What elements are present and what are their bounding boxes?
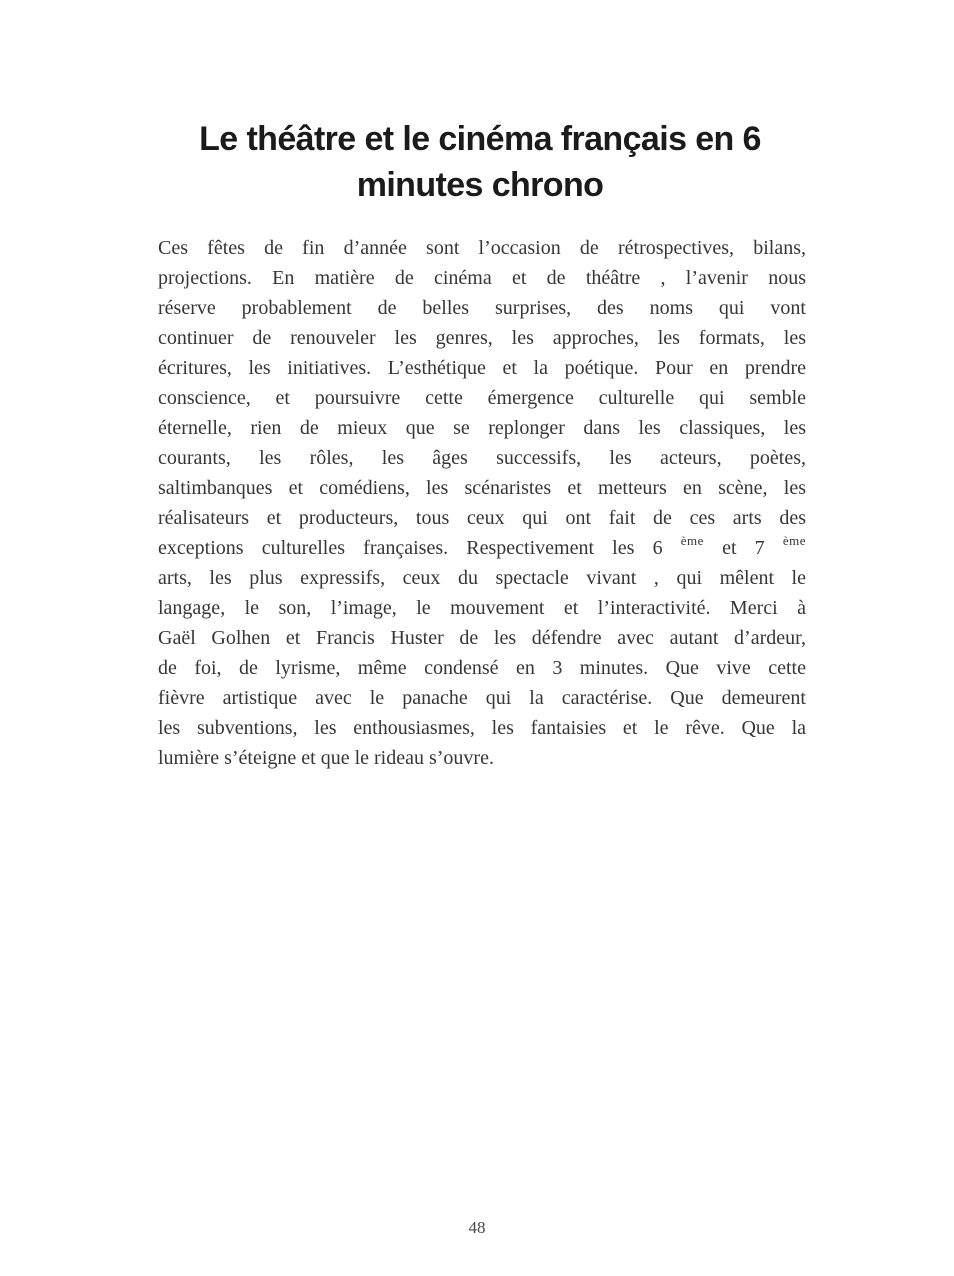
text-segment: réserve probablement de belles surprises, des noms qui vont xyxy=(158,297,806,319)
text-segment: et 7 xyxy=(703,537,783,559)
text-segment: saltimbanques et comédiens, les scénaristes et metteurs en scène, les xyxy=(158,477,806,499)
text-segment: fièvre artistique avec le panache qui la caractérise. Que demeurent xyxy=(158,687,806,709)
text-segment: conscience, et poursuivre cette émergence culturelle qui semble xyxy=(158,387,806,409)
body-line xyxy=(158,503,806,533)
body-line xyxy=(158,443,806,473)
body-line xyxy=(158,353,806,383)
page-number: 48 xyxy=(468,1218,486,1237)
body-line xyxy=(158,383,806,413)
text-segment: les subventions, les enthousiasmes, les fantaisies et le rêve. Que la xyxy=(158,717,806,739)
body-line xyxy=(158,713,806,743)
text-segment: continuer de renouveler les genres, les approches, les formats, les xyxy=(158,327,806,349)
body-line xyxy=(158,533,806,563)
ordinal-superscript: ème xyxy=(680,533,704,548)
body-line xyxy=(158,413,806,443)
text-segment: écritures, les initiatives. L’esthétique et la poétique. Pour en prendre xyxy=(158,357,806,379)
body-line xyxy=(158,323,806,353)
article-title xyxy=(150,116,810,208)
text-segment: lumière s’éteigne et que le rideau s’ouvre. xyxy=(158,747,494,769)
text-segment: exceptions culturelles françaises. Respectivement les 6 xyxy=(158,537,681,559)
body-line xyxy=(158,563,806,593)
text-segment: courants, les rôles, les âges successifs, les acteurs, poètes, xyxy=(158,447,806,469)
text-segment: arts, les plus expressifs, ceux du spectacle vivant , qui mêlent le xyxy=(158,567,806,589)
text-segment: de foi, de lyrisme, même condensé en 3 minutes. Que vive cette xyxy=(158,657,806,679)
body-line xyxy=(158,623,806,653)
text-segment: réalisateurs et producteurs, tous ceux qui ont fait de ces arts des xyxy=(158,507,806,529)
article-body xyxy=(158,233,806,773)
body-line xyxy=(158,263,806,293)
body-line xyxy=(158,683,806,713)
text-segment: langage, le son, l’image, le mouvement et l’interactivité. Merci à xyxy=(158,597,806,619)
title-line: minutes chrono xyxy=(356,166,604,204)
text-segment: éternelle, rien de mieux que se replonger dans les classiques, les xyxy=(158,417,806,439)
ordinal-superscript: ème xyxy=(782,533,807,548)
body-line xyxy=(158,293,806,323)
body-line xyxy=(158,743,806,773)
text-segment: projections. En matière de cinéma et de théâtre , l’avenir nous xyxy=(158,267,806,289)
body-line xyxy=(158,593,806,623)
title-line: Le théâtre et le cinéma français en 6 xyxy=(199,120,761,158)
text-segment: Ces fêtes de fin d’année sont l’occasion de rétrospectives, bilans, xyxy=(158,237,806,259)
text-segment: Gaël Golhen et Francis Huster de les défendre avec autant d’ardeur, xyxy=(158,627,806,649)
body-line xyxy=(158,473,806,503)
body-line xyxy=(158,233,806,263)
body-line xyxy=(158,653,806,683)
